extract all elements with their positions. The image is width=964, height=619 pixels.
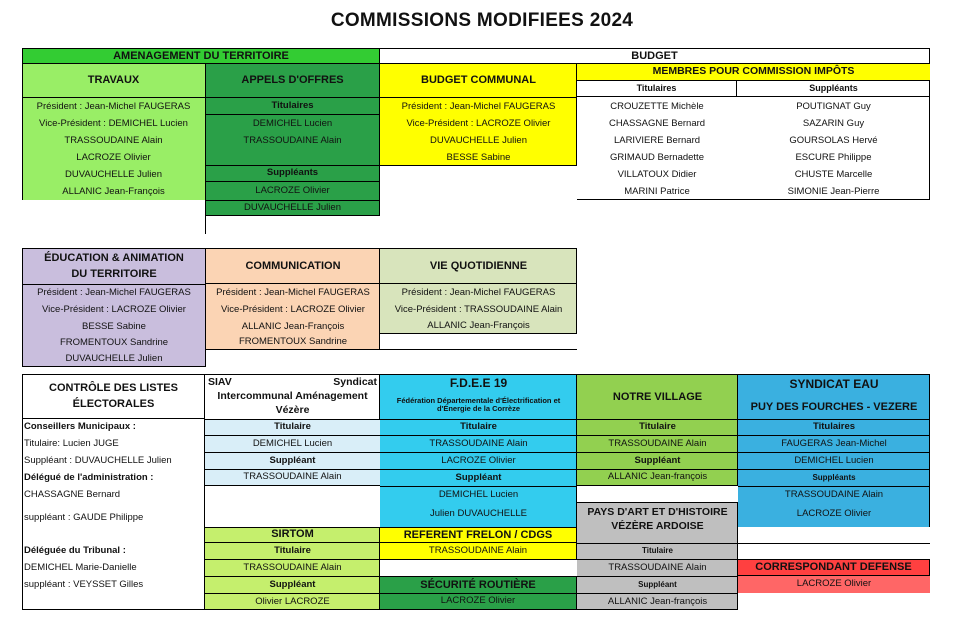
siav-titulaire: DEMICHEL Lucien <box>205 436 380 453</box>
siav-suppleant-label: Suppléant <box>205 453 380 470</box>
controle-line: Suppléant : DUVAUCHELLE Julien <box>24 455 172 467</box>
amenagement-header: AMENAGEMENT DU TERRITOIRE <box>22 48 380 64</box>
defense-member: LACROZE Olivier <box>738 576 930 593</box>
fdee-titulaire-label: Titulaire <box>380 419 577 436</box>
impots-titulaire: CROUZETTE Michèle <box>610 101 704 113</box>
syndicat-title-2: PUY DES FOURCHES - VEZERE <box>750 400 918 413</box>
siav-title-c: Intercommunal Aménagement <box>217 390 368 403</box>
communication-member: FROMENTOUX Sandrine <box>238 336 348 348</box>
fdee-titulaire: LACROZE Olivier <box>380 453 577 470</box>
village-titulaire: TRASSOUDAINE Alain <box>577 436 738 453</box>
education-member: Vice-Président : LACROZE Olivier <box>42 304 186 316</box>
travaux-member: Président : Jean-Michel FAUGERAS <box>36 101 191 113</box>
village-titulaire-label: Titulaire <box>577 419 738 436</box>
fdee-suppleant: DEMICHEL Lucien <box>438 489 519 501</box>
syndicat-title-1: SYNDICAT EAU <box>789 377 879 392</box>
syndicat-titulaire: DEMICHEL Lucien <box>738 453 930 470</box>
securite-title: SÉCURITÉ ROUTIÈRE <box>380 576 577 594</box>
village-title: NOTRE VILLAGE <box>612 390 703 403</box>
impots-titulaires-label: Titulaires <box>577 81 737 97</box>
appels-titulaire: DEMICHEL Lucien <box>252 118 333 130</box>
communication-title: COMMUNICATION <box>206 249 380 284</box>
defense-title: CORRESPONDANT DEFENSE <box>738 559 930 576</box>
controle-line: Déléguée du Tribunal : <box>24 545 126 557</box>
appels-titulaires-label: Titulaires <box>205 98 380 115</box>
fdee-subtitle: Fédération Départementale d'Électrification et d'Énergie de la Corrèze <box>396 395 561 413</box>
siav-title-b: Syndicat <box>333 376 377 389</box>
education-member: Président : Jean-Michel FAUGERAS <box>37 287 191 299</box>
appels-titulaire: TRASSOUDAINE Alain <box>243 135 342 147</box>
village-suppleant-label: Suppléant <box>577 453 738 470</box>
vie-title: VIE QUOTIDIENNE <box>380 249 577 284</box>
pays-titulaire-label: Titulaire <box>577 543 738 560</box>
budget-communal-title: BUDGET COMMUNAL <box>380 64 577 98</box>
impots-titulaire: VILLATOUX Didier <box>617 169 697 181</box>
frelon-title: REFERENT FRELON / CDGS <box>380 527 577 543</box>
controle-line: Conseillers Municipaux : <box>24 421 136 433</box>
sirtom-title: SIRTOM <box>205 527 380 543</box>
impots-titulaire: GRIMAUD Bernadette <box>610 152 704 164</box>
pays-title-1: PAYS D'ART ET D'HISTOIRE <box>587 506 728 519</box>
siav-titulaire-label: Titulaire <box>205 419 380 436</box>
vie-member: Président : Jean-Michel FAUGERAS <box>401 287 556 299</box>
travaux-member: ALLANIC Jean-François <box>62 185 165 197</box>
education-title-1: ÉDUCATION & ANIMATION <box>44 251 184 264</box>
siav-suppleant: TRASSOUDAINE Alain <box>205 470 380 486</box>
sirtom-suppleant: Olivier LACROZE <box>255 595 330 607</box>
vie-bottom-rule <box>380 349 577 350</box>
vie-member: ALLANIC Jean-François <box>427 320 530 332</box>
travaux-title: TRAVAUX <box>22 64 205 98</box>
fdee-suppleant-label: Suppléant <box>380 470 577 487</box>
communication-member: Vice-Président : LACROZE Olivier <box>221 304 365 316</box>
appels-left-rule <box>205 216 206 234</box>
fdee-title: F.D.E.E 19 <box>449 376 508 391</box>
syndicat-suppleant: TRASSOUDAINE Alain <box>784 489 884 501</box>
impots-titulaire: LARIVIERE Bernard <box>613 135 701 147</box>
impots-suppleant: ESCURE Philippe <box>795 152 872 164</box>
travaux-member: DUVAUCHELLE Julien <box>65 169 162 181</box>
syndicat-titulaire: FAUGERAS Jean-Michel <box>738 436 930 453</box>
education-member: BESSE Sabine <box>82 320 146 332</box>
communication-member: ALLANIC Jean-François <box>241 320 345 332</box>
impots-suppleant: CHUSTE Marcelle <box>794 169 873 181</box>
impots-titulaire: CHASSAGNE Bernard <box>608 118 706 130</box>
impots-suppleant: POUTIGNAT Guy <box>796 101 871 113</box>
education-member: DUVAUCHELLE Julien <box>65 352 163 364</box>
budget-member: BESSE Sabine <box>446 151 511 163</box>
village-suppleant: ALLANIC Jean-françois <box>577 470 738 486</box>
syndicat-titulaires-label: Titulaires <box>738 419 930 436</box>
fdee-suppleant: Julien DUVAUCHELLE <box>430 507 527 519</box>
appels-title: APPELS D'OFFRES <box>205 64 380 98</box>
education-member: FROMENTOUX Sandrine <box>59 336 169 348</box>
controle-line: DEMICHEL Marie-Danielle <box>24 562 137 574</box>
controle-line: CHASSAGNE Bernard <box>24 489 121 501</box>
controle-line: suppléant : VEYSSET Gilles <box>24 579 144 591</box>
pays-suppleant: ALLANIC Jean-françois <box>607 595 708 607</box>
pays-titulaire: TRASSOUDAINE Alain <box>577 560 738 577</box>
fdee-titulaire: TRASSOUDAINE Alain <box>380 436 577 453</box>
vie-member: Vice-Président : TRASSOUDAINE Alain <box>394 304 563 316</box>
controle-line: suppléant : GAUDE Philippe <box>24 512 144 524</box>
securite-member: LACROZE Olivier <box>380 594 577 610</box>
impots-suppleants-label: Suppléants <box>737 81 930 97</box>
budget-member: DUVAUCHELLE Julien <box>430 135 527 147</box>
travaux-member: LACROZE Olivier <box>76 152 151 164</box>
pays-title-2: VÉZÈRE ARDOISE <box>611 520 704 533</box>
controle-line: Délégué de l'administration : <box>24 472 154 484</box>
sirtom-titulaire: TRASSOUDAINE Alain <box>205 560 380 577</box>
frelon-member: TRASSOUDAINE Alain <box>380 543 577 560</box>
budget-header: BUDGET <box>380 48 930 64</box>
budget-member: Vice-Président : LACROZE Olivier <box>406 118 551 130</box>
appels-suppleant: DUVAUCHELLE Julien <box>205 200 380 216</box>
impots-suppleant: SAZARIN Guy <box>802 118 865 130</box>
budget-member: Président : Jean-Michel FAUGERAS <box>401 101 556 113</box>
syndicat-rule <box>738 543 930 544</box>
communication-member: Président : Jean-Michel FAUGERAS <box>216 287 370 299</box>
travaux-member: Vice-Président : DEMICHEL Lucien <box>39 118 188 130</box>
controle-title-1: CONTRÔLE DES LISTES <box>49 381 178 394</box>
impots-title: MEMBRES POUR COMMISSION IMPÔTS <box>577 64 930 81</box>
controle-line: Titulaire: Lucien JUGE <box>24 438 119 450</box>
pays-suppleant-label: Suppléant <box>577 577 738 594</box>
education-title-2: DU TERRITOIRE <box>71 267 157 280</box>
sirtom-suppleant-label: Suppléant <box>205 577 380 594</box>
appels-suppleants-label: Suppléants <box>205 165 380 182</box>
controle-title-2: ÉLECTORALES <box>72 397 155 410</box>
siav-title-d: Vézère <box>275 404 310 417</box>
page-title: COMMISSIONS MODIFIEES 2024 <box>330 10 634 31</box>
syndicat-suppleant: LACROZE Olivier <box>796 507 872 519</box>
syndicat-suppleants-label: Suppléants <box>738 470 930 487</box>
impots-suppleant: GOURSOLAS Hervé <box>789 135 878 147</box>
travaux-member: TRASSOUDAINE Alain <box>64 135 163 147</box>
sirtom-titulaire-label: Titulaire <box>205 543 380 560</box>
impots-titulaire: MARINI Patrice <box>624 185 690 197</box>
appels-suppleant: LACROZE Olivier <box>255 185 330 197</box>
impots-suppleant: SIMONIE Jean-Pierre <box>787 185 880 197</box>
siav-title-a: SIAV <box>208 376 232 389</box>
